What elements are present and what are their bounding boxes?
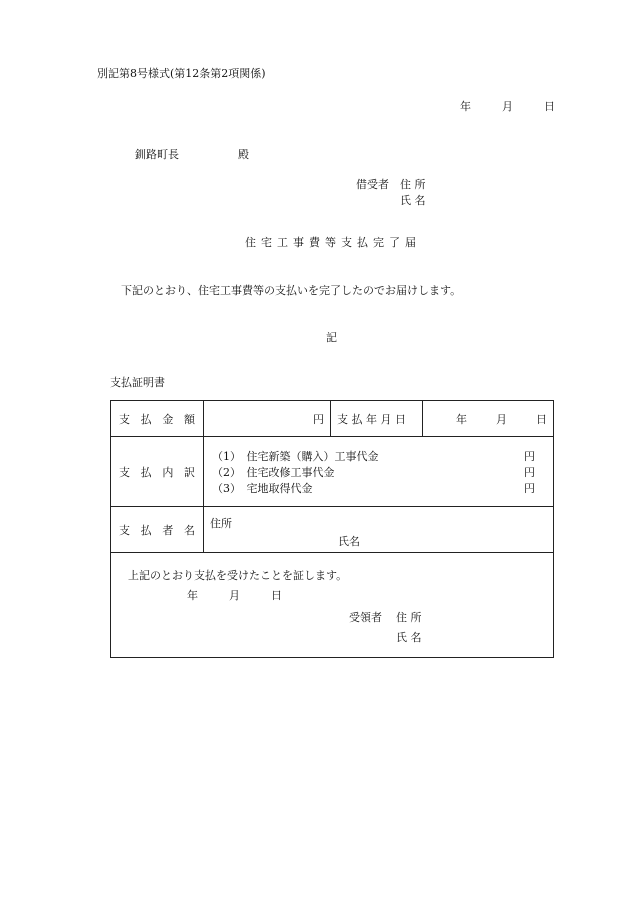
payer-row xyxy=(111,507,554,553)
pay-date-label: 支 払 年 月 日 xyxy=(337,412,406,426)
recipient-name-label: 氏 名 xyxy=(396,631,422,644)
date-line xyxy=(460,101,555,112)
certification-cell xyxy=(111,553,554,658)
breakdown-items-cell xyxy=(204,437,554,507)
date-year: 年 xyxy=(460,100,471,113)
breakdown-item: （3） 宅地取得代金 円 xyxy=(212,481,535,495)
amount-row xyxy=(111,401,554,437)
payer-value-cell xyxy=(204,507,554,553)
document-title: 住宅工事費等支払完了届 xyxy=(245,236,421,249)
breakdown-label: 支 払 内 訳 xyxy=(119,465,195,479)
recipient-address-label: 住 所 xyxy=(396,611,422,624)
date-month: 月 xyxy=(502,100,513,113)
amount-yen-unit: 円 xyxy=(313,412,324,426)
section-title: 支払証明書 xyxy=(110,376,165,389)
breakdown-item: （1） 住宅新築（購入）工事代金 円 xyxy=(212,449,535,463)
payment-certificate-table xyxy=(110,400,554,658)
pay-date-value-cell: 年 月 日 xyxy=(423,401,554,437)
ki-marker: 記 xyxy=(326,331,337,344)
addressee-name: 釧路町長 xyxy=(135,148,179,161)
certify-text: 上記のとおり支払を受けたことを証します。 xyxy=(128,569,348,582)
payer-address-label: 住所 xyxy=(210,517,232,530)
breakdown-item: （2） 住宅改修工事代金 円 xyxy=(212,465,535,479)
payer-name-label: 氏名 xyxy=(338,535,360,548)
certify-date: 年 月 日 xyxy=(187,589,282,602)
date-day: 日 xyxy=(544,100,555,113)
pay-date-label-cell xyxy=(331,401,423,437)
recipient-role: 受領者 xyxy=(349,611,382,624)
amount-label: 支 払 金 額 xyxy=(119,412,195,426)
amount-label-cell xyxy=(111,401,204,437)
applicant-role: 借受者 xyxy=(356,178,389,191)
form-number: 別記第8号様式(第12条第2項関係) xyxy=(97,67,266,80)
applicant-name-label: 氏 名 xyxy=(400,194,426,207)
certification-row xyxy=(111,553,554,658)
breakdown-row xyxy=(111,437,554,507)
amount-value-cell xyxy=(204,401,331,437)
breakdown-label-cell xyxy=(111,437,204,507)
body-text: 下記のとおり、住宅工事費等の支払いを完了したのでお届けします。 xyxy=(121,284,462,297)
payer-label: 支 払 者 名 xyxy=(119,523,195,537)
payer-label-cell xyxy=(111,507,204,553)
addressee-honorific: 殿 xyxy=(238,148,249,161)
applicant-address-label: 住 所 xyxy=(400,178,426,191)
